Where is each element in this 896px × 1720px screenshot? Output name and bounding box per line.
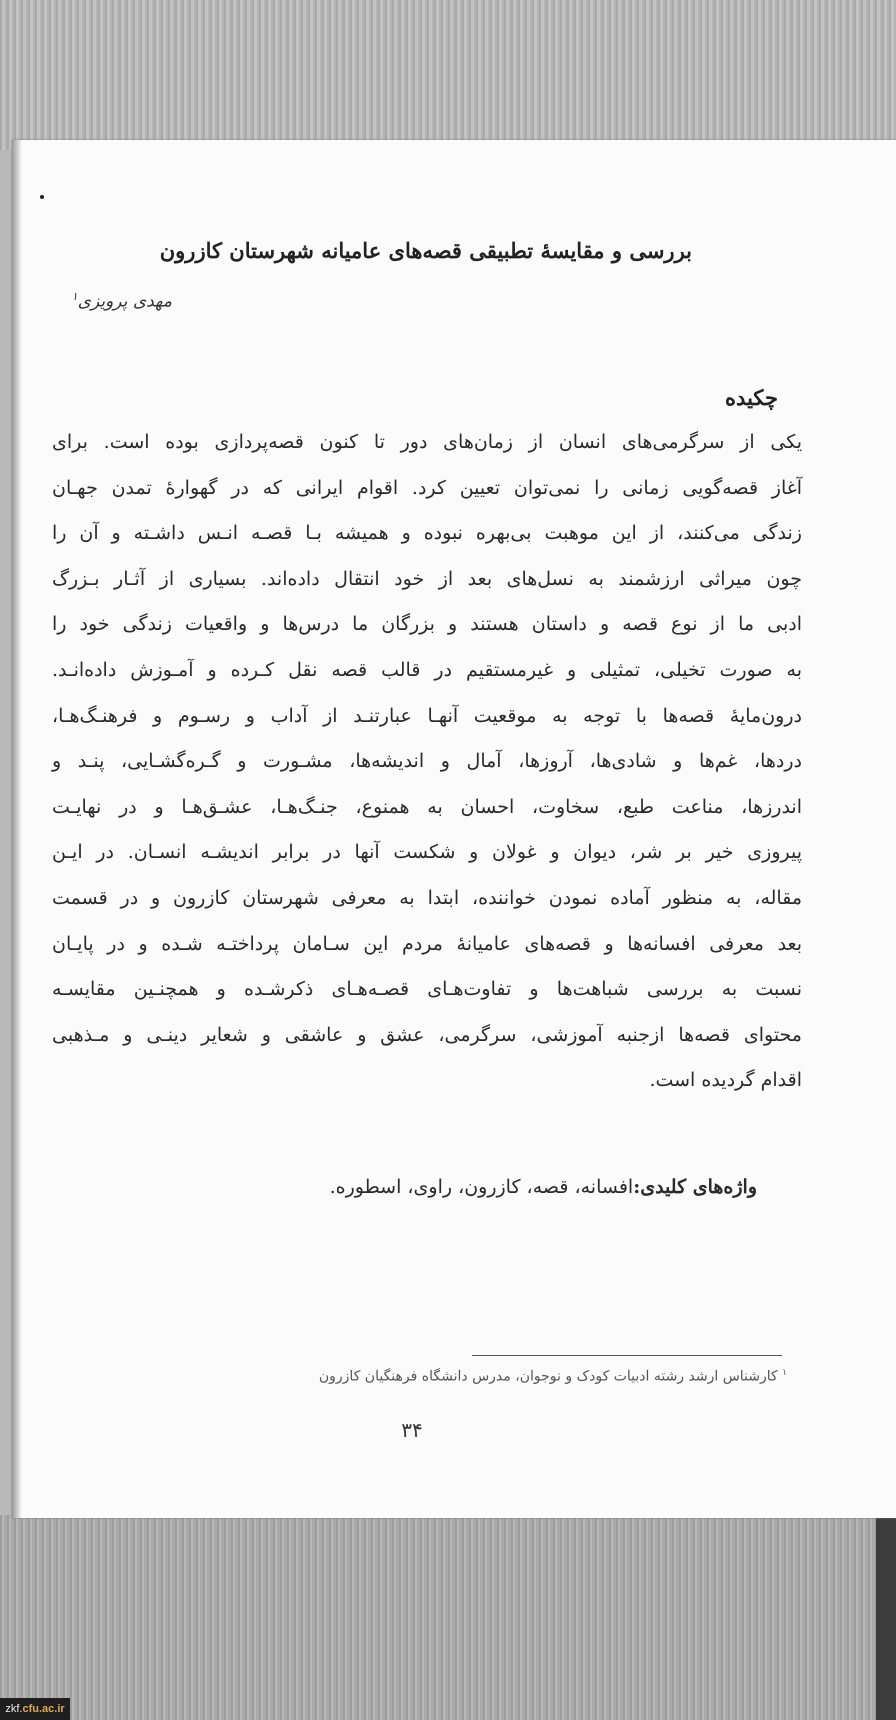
page-spine-shadow <box>12 140 22 1518</box>
abstract-line: ادبی ما از نوع قصه و داستان هستند و بزرگان ما درس‌ها و واقعیات زندگی خود را <box>52 613 802 636</box>
abstract-line: درون‌مایهٔ قصه‌ها با توجه به موقعیت آنهـا عبارتنـد از آداب و رسـوم و فرهنـگ‌هـا، <box>52 704 802 727</box>
document-page <box>12 140 896 1518</box>
stray-dot-mark <box>40 195 44 199</box>
abstract-line: پیروزی خیر بر شر، دیوان و غولان و شکست آنها در برابر اندیشـه انسـان. در ایـن <box>52 841 802 864</box>
scan-edge-shadow <box>876 1515 896 1720</box>
abstract-line: آغاز قصه‌گویی زمانی را نمی‌توان تعیین کرد. اقوام ایرانی که در گهوارهٔ تمدن جهـان <box>52 476 802 499</box>
keywords-line <box>212 1176 757 1198</box>
author-name-text: مهدی پرویزی <box>77 291 172 312</box>
abstract-line-last: اقدام گردیده است. <box>649 1069 802 1092</box>
abstract-line: مقاله، به منظور آماده نمودن خواننده، ابتدا به معرفی شهرستان کازرون و در قسمت <box>52 886 802 909</box>
abstract-line: یکی از سرگرمی‌های انسان از زمان‌های دور تا کنون قصه‌پردازی بوده است. برای <box>52 431 802 453</box>
abstract-line: اندرزها، مناعت طبع، سخاوت، احسان به همنوع، جنـگ‌هـا، عشـق‌هـا و در نهایـت <box>52 795 802 818</box>
footnote-mark: ۱ <box>782 1368 787 1378</box>
footnote-divider <box>472 1355 782 1356</box>
watermark-prefix: zkf. <box>5 1703 23 1715</box>
footnote <box>192 1368 787 1385</box>
abstract-line: نسبت به بررسی شباهت‌ها و تفاوت‌هـای قصـه‌هـای ذکرشـده و همچنـین مقایسـه <box>52 978 802 1001</box>
abstract-line: بعد معرفی افسانه‌ها و قصه‌های عامیانهٔ مردم این سـامان پرداختـه شـده و در پایـان <box>52 932 802 955</box>
abstract-line: دردها، غم‌ها و شادی‌ها، آروزها، آمال و اندیشه‌ها، مشـورت و گـره‌گشـایی، پنـد و <box>52 750 802 773</box>
author-name <box>52 290 172 312</box>
abstract-line: محتوای قصه‌ها ازجنبه آموزشی، سرگرمی، عشق و عاشقی و شعایر دینـی و مـذهبی <box>52 1023 802 1046</box>
author-footnote-mark: ۱ <box>71 290 78 303</box>
scan-background-bottom <box>0 1515 896 1720</box>
scan-background-top <box>0 0 896 150</box>
abstract-line: چون میراثی ارزشمند به نسل‌های بعد از خود انتقال داده‌اند. بسیاری از آثـار بـزرگ <box>52 567 802 590</box>
footnote-text: کارشناس ارشد رشته ادبیات کودک و نوجوان، مدرس دانشگاه فرهنگیان کازرون <box>318 1368 778 1385</box>
abstract-line: به صورت تخیلی، تمثیلی و غیرمستقیم در قالب قصه نقل کـرده و آمـوزش داده‌انـد. <box>52 658 802 681</box>
article-title: بررسی و مقایسهٔ تطبیقی قصه‌های عامیانه شهرستان کازرون <box>159 238 692 263</box>
site-watermark <box>0 1698 70 1720</box>
abstract-line: زندگی می‌کنند، از این موهبت بی‌بهره نبوده و همیشه بـا قصـه انـس داشـته و آن را <box>52 522 802 545</box>
abstract-body <box>52 420 802 1104</box>
keywords-list: افسانه، قصه، کازرون، راوی، اسطوره. <box>329 1176 634 1198</box>
watermark-domain: cfu.ac.ir <box>22 1703 65 1715</box>
keywords-label: واژه‌های کلیدی: <box>633 1176 757 1198</box>
abstract-heading: چکیده <box>725 385 778 410</box>
page-number: ۳۴ <box>401 1418 423 1442</box>
